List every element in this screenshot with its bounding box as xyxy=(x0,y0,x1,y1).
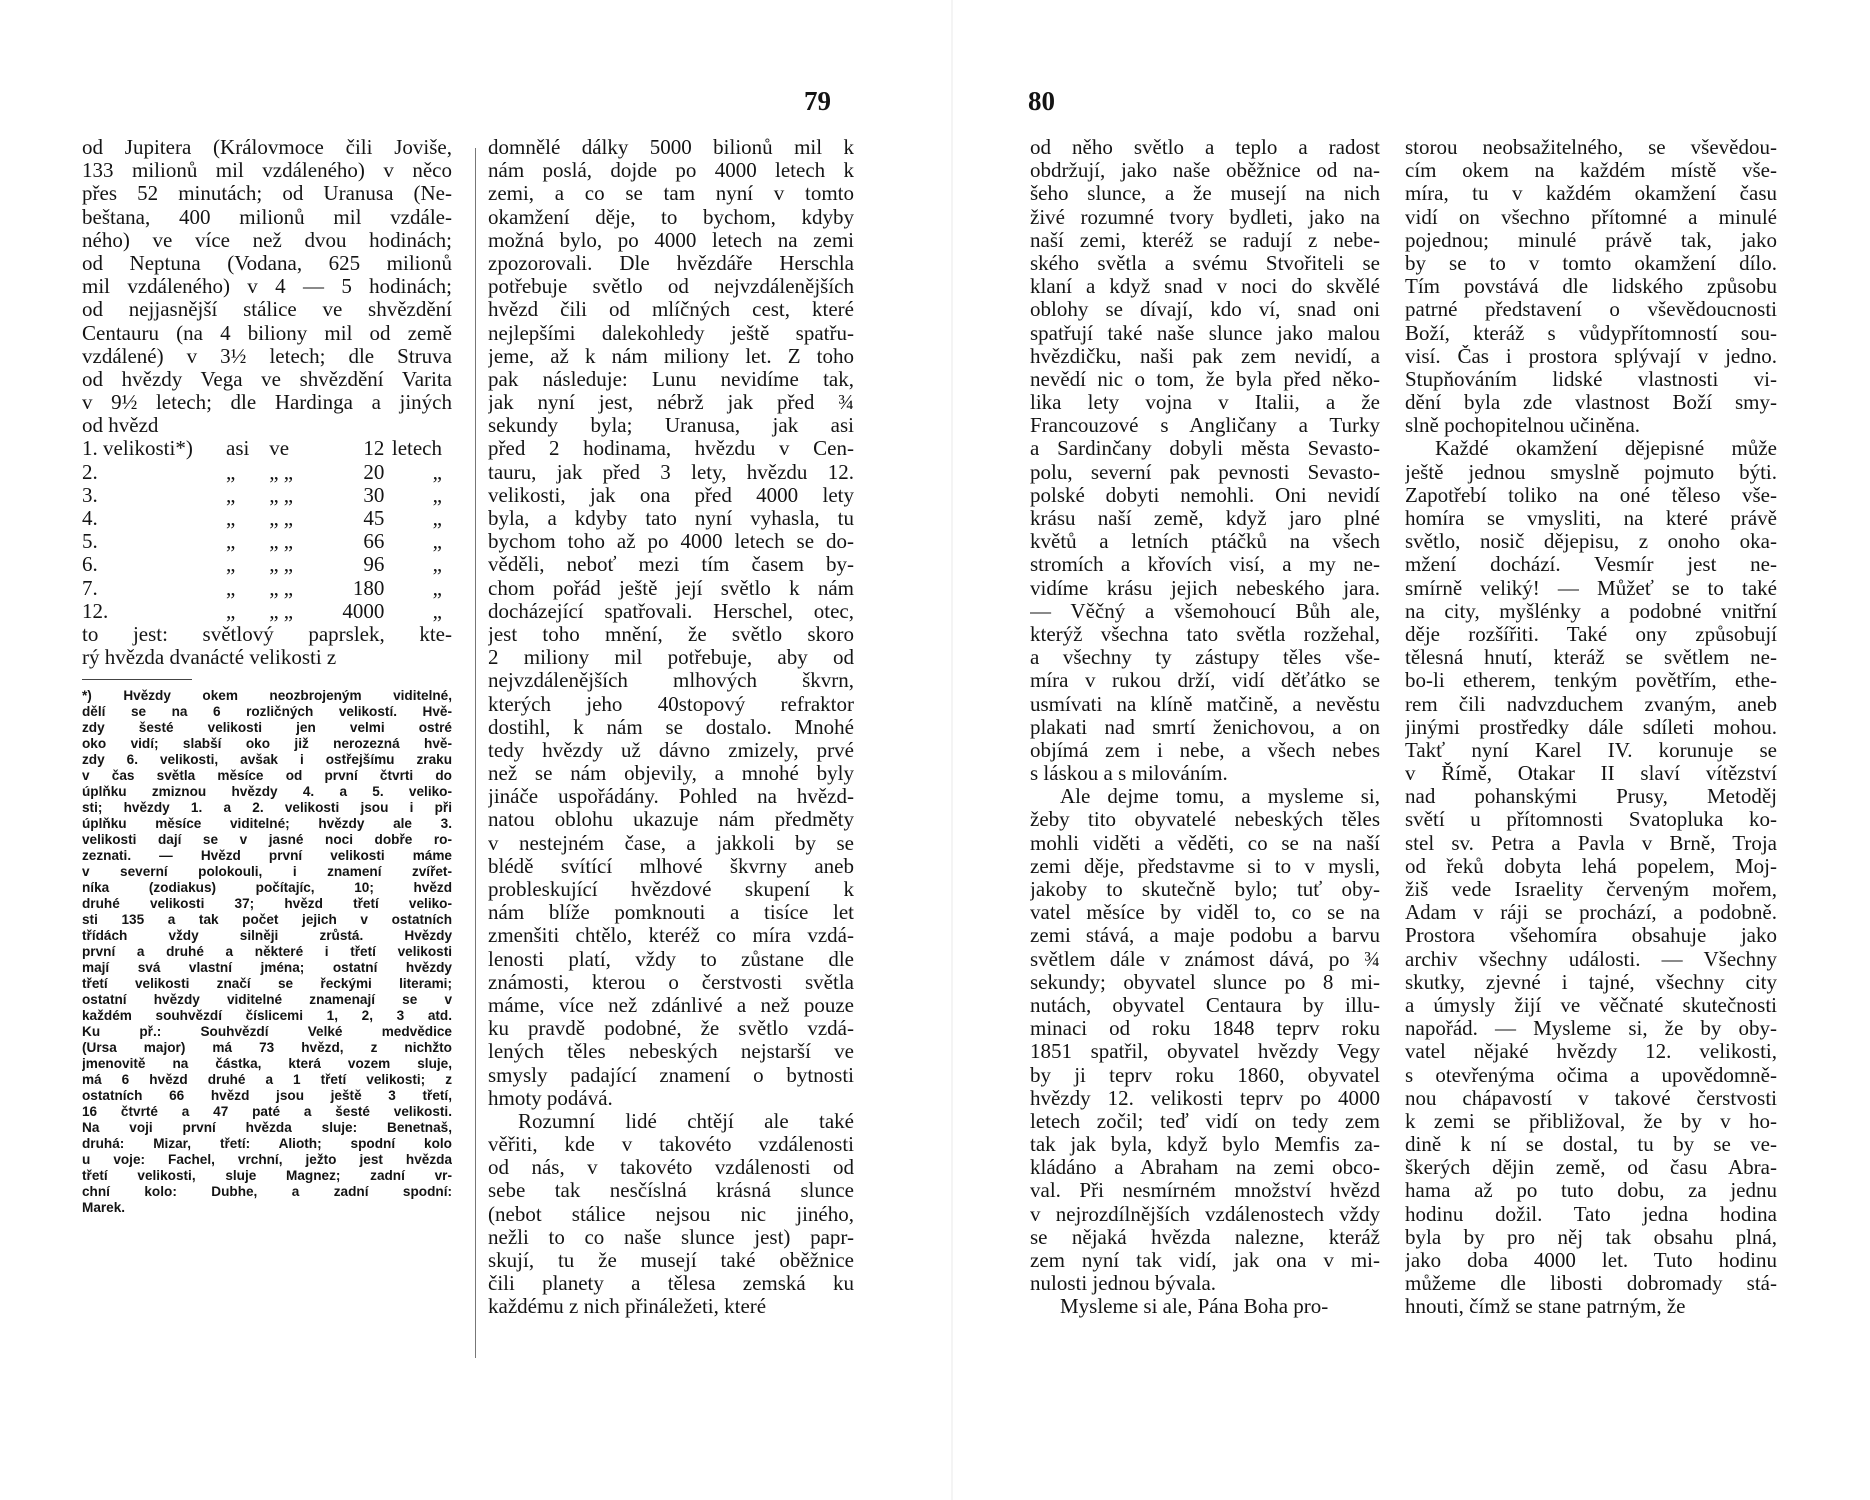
text-line: jeme, až k nám miliony let. Z toho xyxy=(488,344,854,368)
magnitude-cell-w1: „ xyxy=(226,459,236,484)
text-line: zemi děje, představme si to v mysli, xyxy=(1030,854,1380,878)
text-line: světí u přítomnosti Svatopluka ko- xyxy=(1405,808,1777,832)
magnitude-row xyxy=(82,600,442,623)
text-line: úplňku zmiznou hvězdy 4. a 5. veliko- xyxy=(82,784,452,800)
text-line: obdržují, jako naše oběžnice od na- xyxy=(1030,159,1380,183)
text-line: žeby tito obyvatelé nebeských těles xyxy=(1030,808,1380,832)
magnitude-cell-years: 12 xyxy=(363,436,385,461)
text-line: a všechny ty zástupy těles vše- xyxy=(1030,646,1380,670)
page-number-left: 79 xyxy=(804,86,831,116)
text-line: od Jupitera (Královmoce čili Joviše, xyxy=(82,136,452,159)
text-line: naší zemi, kteréž se radují z nebe- xyxy=(1030,228,1380,252)
text-line: děje rozšířiti. Také ony způsobují xyxy=(1405,622,1777,646)
text-line: spatřují také naše slunce jako malou xyxy=(1030,321,1380,345)
text-line: nežli to co naše slunce jest) papr- xyxy=(488,1225,854,1249)
text-line: Mysleme si ale, Pána Boha pro- xyxy=(1060,1295,1329,1319)
text-line: od nejjasnější stálice ve shvězdění xyxy=(82,298,452,322)
text-line: potřebuje světlo od nejvzdálenějších xyxy=(488,275,854,299)
text-line: od hvězd xyxy=(82,414,159,438)
magnitude-cell-w1: „ xyxy=(226,552,236,577)
text-line: nevědí nic o tom, že byla před něko- xyxy=(1030,367,1380,391)
text-line: kterých jeho 40stopový refraktor xyxy=(488,692,854,716)
text-line: první a druhé a některé i třetí velikosti xyxy=(82,944,452,960)
text-line: s láskou a s milováním. xyxy=(1030,762,1228,786)
text-line: hnouti, čímž se stane patrným, že xyxy=(1405,1295,1686,1319)
text-line: napořád. — Mysleme si, že by oby- xyxy=(1405,1017,1777,1041)
magnitude-cell-w1: „ xyxy=(226,529,236,554)
text-line: chom pořád ještě její světlo k nám xyxy=(488,576,854,600)
magnitude-cell-w2: „ „ xyxy=(269,575,294,600)
text-line: oko vidí; slabší oko již nerozezná hvě- xyxy=(82,736,452,752)
text-line: sebe tak nesčíslná krásná slunce xyxy=(488,1179,854,1203)
text-line: docházející spatřovali. Herschel, otec, xyxy=(488,599,854,623)
text-line: sekundy byla; Uranusa, jak asi xyxy=(488,414,854,438)
magnitude-cell-mag: 3. xyxy=(82,482,98,507)
text-line: druhé velikosti 37; hvězd třetí veliko- xyxy=(82,896,452,912)
text-line: Adam v ráji se prochází, a podobně. xyxy=(1405,901,1777,925)
magnitude-cell-years: 180 xyxy=(352,575,385,600)
text-line: zdy šesté velikosti jen velmi ostré xyxy=(82,720,452,736)
text-line: minaci od roku 1848 teprv roku xyxy=(1030,1017,1380,1041)
text-line: před 2 hodinama, hvězdu v Cen- xyxy=(488,437,854,461)
text-line: vatel nějaké hvězdy 12. velikosti, xyxy=(1405,1040,1777,1064)
magnitude-cell-w1: „ xyxy=(226,482,236,507)
magnitude-cell-unit: „ xyxy=(432,575,442,600)
text-line: bychom toho až po 4000 letech se do- xyxy=(488,530,854,554)
text-line: sti; hvězdy 1. a 2. velikosti jsou i při xyxy=(82,800,452,816)
text-line: visí. Čas i prostora splývají v jedno. xyxy=(1405,344,1777,368)
text-line: polu, severní pak pevnosti Sevasto- xyxy=(1030,460,1380,484)
text-line: zeznati. — Hvězd první velikosti máme xyxy=(82,848,452,864)
text-line: než se nám objevily, a mnohé byly xyxy=(488,762,854,786)
text-line: zmenšiti chtělo, kteréž co míra vzdá- xyxy=(488,924,854,948)
text-line: ku pravdě podobné, že světlo vzdá- xyxy=(488,1017,854,1041)
magnitude-row xyxy=(82,437,442,460)
magnitude-cell-unit: „ xyxy=(432,529,442,554)
text-line: míra, tu v každém okamžení času xyxy=(1405,182,1777,206)
text-line: sekundy; obyvatel slunce po 8 mi- xyxy=(1030,970,1380,994)
text-line: se nějaká hvězda nalezne, kteráž xyxy=(1030,1225,1380,1249)
text-line: byla, a kdyby tato nyní vyhasla, tu xyxy=(488,507,854,530)
text-line: věřiti, kde v takovéto vzdálenosti xyxy=(488,1133,854,1157)
text-line: Rozumní lidé chtějí ale také xyxy=(518,1109,854,1133)
magnitude-cell-years: 66 xyxy=(363,529,385,554)
text-line: 2 miliony mil potřebuje, aby od xyxy=(488,646,854,670)
text-line: Zapotřebí toliko na oné těleso vše- xyxy=(1405,483,1777,507)
text-line: velikosti, jak ona před 4000 lety xyxy=(488,483,854,507)
text-line: (nebot stálice nejsou nic jiného, xyxy=(488,1202,854,1226)
magnitude-cell-w1: „ xyxy=(226,598,236,623)
text-line: sti 135 a tak počet jejich v ostatních xyxy=(82,912,452,928)
text-line: jmenovitě na částka, která vozem sluje, xyxy=(82,1056,452,1072)
magnitude-cell-w1: „ xyxy=(226,575,236,600)
left-page-column-2 xyxy=(488,136,854,1319)
magnitude-row xyxy=(82,461,442,484)
text-line: světlo, nosič dějepisu, z onoho oka- xyxy=(1405,530,1777,554)
text-line: přes 52 minutách; od Uranusa (Ne- xyxy=(82,182,452,206)
text-line: a Sardinčany dobyli města Sevasto- xyxy=(1030,437,1380,461)
text-line: od Neptuna (Vodana, 625 milionů xyxy=(82,251,452,275)
page-number-right: 80 xyxy=(1028,86,1055,116)
text-line: mžení dochází. Vesmír jest ne- xyxy=(1405,553,1777,577)
text-line: domnělé dálky 5000 bilionů mil k xyxy=(488,136,854,159)
text-line: ještě jednou smyslně pojmuto býti. xyxy=(1405,460,1777,484)
text-line: žiš vede Israelity červeným mořem, xyxy=(1405,878,1777,901)
magnitude-cell-unit: „ xyxy=(432,482,442,507)
text-line: slně pochopitelnou učiněna. xyxy=(1405,414,1641,438)
text-line: dině k ní se dostal, tu by se ve- xyxy=(1405,1133,1777,1157)
text-line: *) Hvězdy okem neozbrojeným viditelné, xyxy=(82,688,452,704)
text-line: druhá: Mizar, třetí: Alioth; spodní kolo xyxy=(82,1136,452,1152)
text-line: zemi, a co se tam nyní v tomto xyxy=(488,182,854,206)
text-line: pojednou; minulé právě tak, jako xyxy=(1405,228,1777,252)
text-line: ostatních 66 hvězd jsou ještě 3 třetí, xyxy=(82,1088,452,1104)
text-line: dělí se na 6 rozličných velikostí. Hvě- xyxy=(82,704,452,720)
text-line: a úmysly žijí ve věčnaté skutečnosti xyxy=(1405,993,1777,1017)
text-line: tauru, jak před 3 lety, hvězdu 12. xyxy=(488,460,854,484)
text-line: každému z nich přináležeti, které xyxy=(488,1295,767,1319)
text-line: chní kolo: Dubhe, a zadní spodní: xyxy=(82,1184,452,1200)
text-line: Ale dejme tomu, a mysleme si, xyxy=(1060,785,1380,809)
text-line: byla by pro něj tak obsahu plná, xyxy=(1405,1225,1777,1249)
text-line: stel sv. Petra a Pavla v Brně, Troja xyxy=(1405,831,1777,855)
text-line: vatel měsíce by viděl to, co se na xyxy=(1030,901,1380,925)
text-line: v 9½ letech; dle Hardinga a jiných xyxy=(82,391,452,415)
text-line: okamžení děje, to bychom, kdyby xyxy=(488,205,854,229)
text-line: třídách vždy silněji zrůstá. Hvězdy xyxy=(82,928,452,944)
text-line: smírně veliký! — Můžeť se to také xyxy=(1405,576,1777,600)
text-line: 16 čtvrté a 47 paté a šesté velikosti. xyxy=(82,1104,452,1120)
text-line: velikosti dají se v jasné noci dobře ro- xyxy=(82,832,452,848)
text-line: nám poslá, dojde po 4000 letech k xyxy=(488,159,854,183)
text-line: skutky, zjevné i tajné, všechny city xyxy=(1405,970,1777,994)
column-divider xyxy=(475,148,476,1358)
text-line: v čas světla měsíce od první čtvrti do xyxy=(82,768,452,784)
text-line: jináče uspořádány. Pohled na hvězd- xyxy=(488,785,854,809)
text-line: Centauru (na 4 biliony mil od země xyxy=(82,321,452,345)
text-line: nad pohanskými Prusy, Metoděj xyxy=(1405,785,1777,809)
text-line: blédě svítící mlhové škvrny aneb xyxy=(488,854,854,878)
magnitude-cell-mag: 1. velikosti*) xyxy=(82,436,193,461)
text-line: zem nyní tak vidí, jak ona v mi- xyxy=(1030,1249,1380,1272)
text-line: šeho slunce, a že musejí na nich xyxy=(1030,182,1380,206)
magnitude-row xyxy=(82,507,442,530)
star-magnitude-table xyxy=(82,437,442,623)
text-line: pak následuje: Lunu nevidíme tak, xyxy=(488,367,854,391)
text-line: homíra se vmysliti, na které právě xyxy=(1405,507,1777,530)
left-page-column-1 xyxy=(82,136,452,1216)
text-line: od nás, v takovéto vzdálenosti od xyxy=(488,1156,854,1180)
text-line: květů a letních ptáčků na všech xyxy=(1030,530,1380,554)
footnote-rule xyxy=(82,679,192,680)
text-line: nulosti jednou bývala. xyxy=(1030,1272,1217,1296)
magnitude-cell-w2: „ „ xyxy=(269,506,294,531)
text-line: zemi stává, a maje podobu a barvu xyxy=(1030,924,1380,948)
text-line: dostihl, k nám se dostalo. Mnohé xyxy=(488,715,854,739)
text-line: skují, tu že musejí také oběžnice xyxy=(488,1249,854,1272)
text-line: čili planety a tělesa zemská ku xyxy=(488,1272,854,1296)
text-line: hvězdičku, naši pak zem nevidí, a xyxy=(1030,344,1380,368)
magnitude-cell-w2: „ „ xyxy=(269,552,294,577)
text-line: v nestejném čase, a jakkoli by se xyxy=(488,831,854,855)
magnitude-cell-w1: „ xyxy=(226,506,236,531)
magnitude-cell-unit: „ xyxy=(432,459,442,484)
magnitude-cell-mag: 7. xyxy=(82,575,98,600)
text-line: tedy hvězdy už dávno zmizely, prvé xyxy=(488,738,854,762)
text-line: by ji teprv roku 1860, obyvatel xyxy=(1030,1063,1380,1087)
text-line: oblohy se dívají, kdo ví, snad oni xyxy=(1030,298,1380,322)
text-line: probleskující hvězdové skupení k xyxy=(488,878,854,901)
text-line: hvězdy 12. velikosti teprv po 4000 xyxy=(1030,1086,1380,1110)
text-line: mají svá vlastní jména; ostatní hvězdy xyxy=(82,960,452,976)
text-line: nejlepšími dalekohledy ještě spatřu- xyxy=(488,321,854,345)
text-line: hmoty podává. xyxy=(488,1086,613,1110)
text-line: každém souhvězdí číslicemi 1, 2, 3 atd. xyxy=(82,1008,452,1024)
text-line: natou oblohu ukazuje nám předměty xyxy=(488,808,854,832)
magnitude-row xyxy=(82,530,442,553)
text-line: s otevřenýma očima a upovědomně- xyxy=(1405,1063,1777,1087)
text-line: bo-li etherem, tenkým povětřím, ethe- xyxy=(1405,669,1777,693)
text-line: nám blíže pomknouti a tisíce let xyxy=(488,901,854,925)
right-page-column-1 xyxy=(1030,136,1380,1319)
text-line: klaní a když snad v noci do skvělé xyxy=(1030,275,1380,299)
text-line: jak nyní jest, nébrž jak před ¾ xyxy=(488,391,854,415)
magnitude-cell-years: 30 xyxy=(363,482,385,507)
text-line: kládáno a Abraham na zemi obco- xyxy=(1030,1156,1380,1180)
magnitude-cell-years: 45 xyxy=(363,506,385,531)
text-line: objímá zem i nebe, a všech nebes xyxy=(1030,738,1380,762)
text-line: polské dobyti nemohli. Oni nevidí xyxy=(1030,483,1380,507)
text-line: jinými prostředky dále sdíleti mohou. xyxy=(1405,715,1777,739)
text-line: jako doba 4000 let. Tuto hodinu xyxy=(1405,1249,1777,1272)
text-line: můžeme dle libosti dobromady stá- xyxy=(1405,1272,1777,1296)
text-line: od něho světlo a teplo a radost xyxy=(1030,136,1380,159)
text-line: mohli viděti a věděti, co se na naší xyxy=(1030,831,1380,855)
text-line: zdy 6. velikosti, avšak i ostřejšímu zraku xyxy=(82,752,452,768)
text-line: archiv všechny události. — Všechny xyxy=(1405,947,1777,971)
text-line: plakati nad smrtí ženichovou, a on xyxy=(1030,715,1380,739)
magnitude-cell-years: 20 xyxy=(363,459,385,484)
magnitude-row xyxy=(82,553,442,576)
text-line: mil vzdáleného) v 4 — 5 hodinách; xyxy=(82,275,452,299)
text-line: živé rozumné tvory bydleti, jako na xyxy=(1030,205,1380,229)
text-line: Takť nyní Karel IV. korunuje se xyxy=(1405,738,1777,762)
text-line: od řeků dobyta lehá popelem, Moj- xyxy=(1405,854,1777,878)
text-line: v severní polokouli, i znamení zvířet- xyxy=(82,864,452,880)
text-line: Prostora všehomíra obsahuje jako xyxy=(1405,924,1777,948)
text-line: vzdálené) v 3½ letech; dle Struva xyxy=(82,344,452,368)
magnitude-cell-years: 96 xyxy=(363,552,385,577)
text-line: škerých dějin země, od času Abra- xyxy=(1405,1156,1777,1180)
text-line: kterýž všechna tato světla rozžehal, xyxy=(1030,622,1380,646)
text-line: letech zočil; teď vidí on tedy zem xyxy=(1030,1109,1380,1133)
text-line: dění byla zde vlastnost Boží smy- xyxy=(1405,391,1777,415)
text-line: k zemi se přibližoval, že by v ho- xyxy=(1405,1109,1777,1133)
text-line: hama až po tuto dobu, za jednu xyxy=(1405,1179,1777,1203)
text-line: jakoby to skutečně bylo; tuť oby- xyxy=(1030,878,1380,901)
text-line: Boží, kteráž s vůdypřítomností sou- xyxy=(1405,321,1777,345)
magnitude-cell-mag: 6. xyxy=(82,552,98,577)
text-line: hvězd čili od mlíčných cest, které xyxy=(488,298,854,322)
text-line: ného) ve více než dvou hodinách; xyxy=(82,228,452,252)
text-line: Francouzové s Angličany a Turky xyxy=(1030,414,1380,438)
text-line: známosti, kterou o čerstvosti světla xyxy=(488,970,854,994)
text-line: tělesná hnutí, kteráž se světlem ne- xyxy=(1405,646,1777,670)
text-line: smysly padající znamení o bytnosti xyxy=(488,1063,854,1087)
text-line: rý hvězda dvanácté velikosti z xyxy=(82,646,337,670)
text-line: rem čili nadvzduchem zvaným, aneb xyxy=(1405,692,1777,716)
text-line: Stupňováním lidské vlastnosti vi- xyxy=(1405,367,1777,391)
left-col1-continuation xyxy=(82,623,452,669)
left-col1-text xyxy=(82,136,452,437)
magnitude-cell-w1: asi xyxy=(226,436,250,461)
magnitude-cell-w2: „ „ xyxy=(269,529,294,554)
magnitude-cell-w2: „ „ xyxy=(269,482,294,507)
text-line: vidí on všechno přítomné a minulé xyxy=(1405,205,1777,229)
text-line: lenosti platí, vždy to zůstane dle xyxy=(488,947,854,971)
magnitude-cell-unit: letech xyxy=(391,436,442,461)
magnitude-cell-w2: ve xyxy=(269,436,290,461)
text-line: 133 milionů mil vzdáleného) v něco xyxy=(82,159,452,183)
magnitude-row xyxy=(82,484,442,507)
text-line: má 6 hvězd druhé a 1 třetí velikosti; z xyxy=(82,1072,452,1088)
text-line: val. Při nesmírném množství hvězd xyxy=(1030,1179,1380,1203)
magnitude-cell-unit: „ xyxy=(432,598,442,623)
text-line: cím okem na každém místě vše- xyxy=(1405,159,1777,183)
magnitude-cell-mag: 12. xyxy=(82,598,109,623)
text-line: beštana, 400 milionů mil vzdále- xyxy=(82,205,452,229)
text-line: máme, více než zdánlivé a než pouze xyxy=(488,993,854,1017)
text-line: míra v rukou drží, vidí děťátko se xyxy=(1030,669,1380,693)
text-line: (Ursa major) má 73 hvězd, z nichžto xyxy=(82,1040,452,1056)
text-line: 1851 spatřil, obyvatel hvězdy Vegy xyxy=(1030,1040,1380,1064)
text-line: hodinu dožil. Tato jedna hodina xyxy=(1405,1202,1777,1226)
text-line: od hvězdy Vega ve shvězdění Varita xyxy=(82,367,452,391)
text-line: storou neobsažitelného, se vševědou- xyxy=(1405,136,1777,159)
text-line: ského světla a svému Stvořiteli se xyxy=(1030,251,1380,275)
magnitude-cell-w2: „ „ xyxy=(269,598,294,623)
text-line: patrné představení o vševědoucnosti xyxy=(1405,298,1777,322)
text-line: možná bylo, po 4000 letech na zemi xyxy=(488,228,854,252)
magnitude-cell-unit: „ xyxy=(432,506,442,531)
text-line: věděli, neboť mezi tím časem by- xyxy=(488,553,854,577)
text-line: na city, myšlénky a podobné vnitřní xyxy=(1405,599,1777,623)
text-line: jest toho mnění, že světlo skoro xyxy=(488,622,854,646)
text-line: u voje: Fachel, vrchní, ježto jest hvězda xyxy=(82,1152,452,1168)
magnitude-row xyxy=(82,577,442,600)
text-line: Ku př.: Souhvězdí Velké medvědice xyxy=(82,1024,452,1040)
text-line: světlem dále v známost dává, po ¾ xyxy=(1030,947,1380,971)
text-line: stromích a křovích visí, a my ne- xyxy=(1030,553,1380,577)
text-line: nejvzdálenějších mlhových škvrn, xyxy=(488,669,854,693)
text-line: v nejrozdílnějších vzdálenostech vždy xyxy=(1030,1202,1380,1226)
magnitude-cell-unit: „ xyxy=(432,552,442,577)
text-line: lika lety vojna v Italii, a že xyxy=(1030,391,1380,415)
magnitude-cell-w2: „ „ xyxy=(269,459,294,484)
text-line: Marek. xyxy=(82,1200,126,1216)
text-line: Tím povstává dle lidského způsobu xyxy=(1405,275,1777,299)
text-line: třetí velikosti, sluje Magnez; zadní vr- xyxy=(82,1168,452,1184)
footnote xyxy=(82,688,452,1216)
text-line: — Věčný a všemohoucí Bůh ale, xyxy=(1030,599,1380,623)
page-gutter xyxy=(951,0,953,1500)
magnitude-cell-mag: 2. xyxy=(82,459,98,484)
text-line: třetí velikosti značí se řeckými literami; xyxy=(82,976,452,992)
text-line: tak jak byla, když bylo Memfis za- xyxy=(1030,1133,1380,1157)
magnitude-cell-years: 4000 xyxy=(342,598,385,623)
text-line: úplňku měsíce viditelné; hvězdy ale 3. xyxy=(82,816,452,832)
text-line: zpozorovali. Dle hvězdáře Herschla xyxy=(488,251,854,275)
text-line: usmívati na klíně matčině, a nevěstu xyxy=(1030,692,1380,716)
magnitude-cell-mag: 4. xyxy=(82,506,98,531)
text-line: to jest: světlový paprslek, kte- xyxy=(82,623,452,647)
text-line: ostatní hvězdy viditelné znamenají se v xyxy=(82,992,452,1008)
text-line: Na voji první hvězda sluje: Benetnaš, xyxy=(82,1120,452,1136)
text-line: krásu naší země, když jaro plné xyxy=(1030,507,1380,530)
text-line: v Římě, Otakar II slaví vítězství xyxy=(1405,762,1777,786)
text-line: vidíme krásu jejich nebeského jara. xyxy=(1030,576,1380,600)
text-line: níka (zodiakus) počítajíc, 10; hvězd xyxy=(82,880,452,896)
text-line: nutách, obyvatel Centaura by illu- xyxy=(1030,993,1380,1017)
right-page-column-2 xyxy=(1405,136,1777,1319)
text-line: lených těles nebeských nejstarší ve xyxy=(488,1040,854,1064)
text-line: Každé okamžení dějepisné může xyxy=(1435,437,1777,461)
text-line: nou chápavostí v takové čerstvosti xyxy=(1405,1086,1777,1110)
magnitude-cell-mag: 5. xyxy=(82,529,98,554)
text-line: by se to v tomto okamžení dílo. xyxy=(1405,251,1777,275)
